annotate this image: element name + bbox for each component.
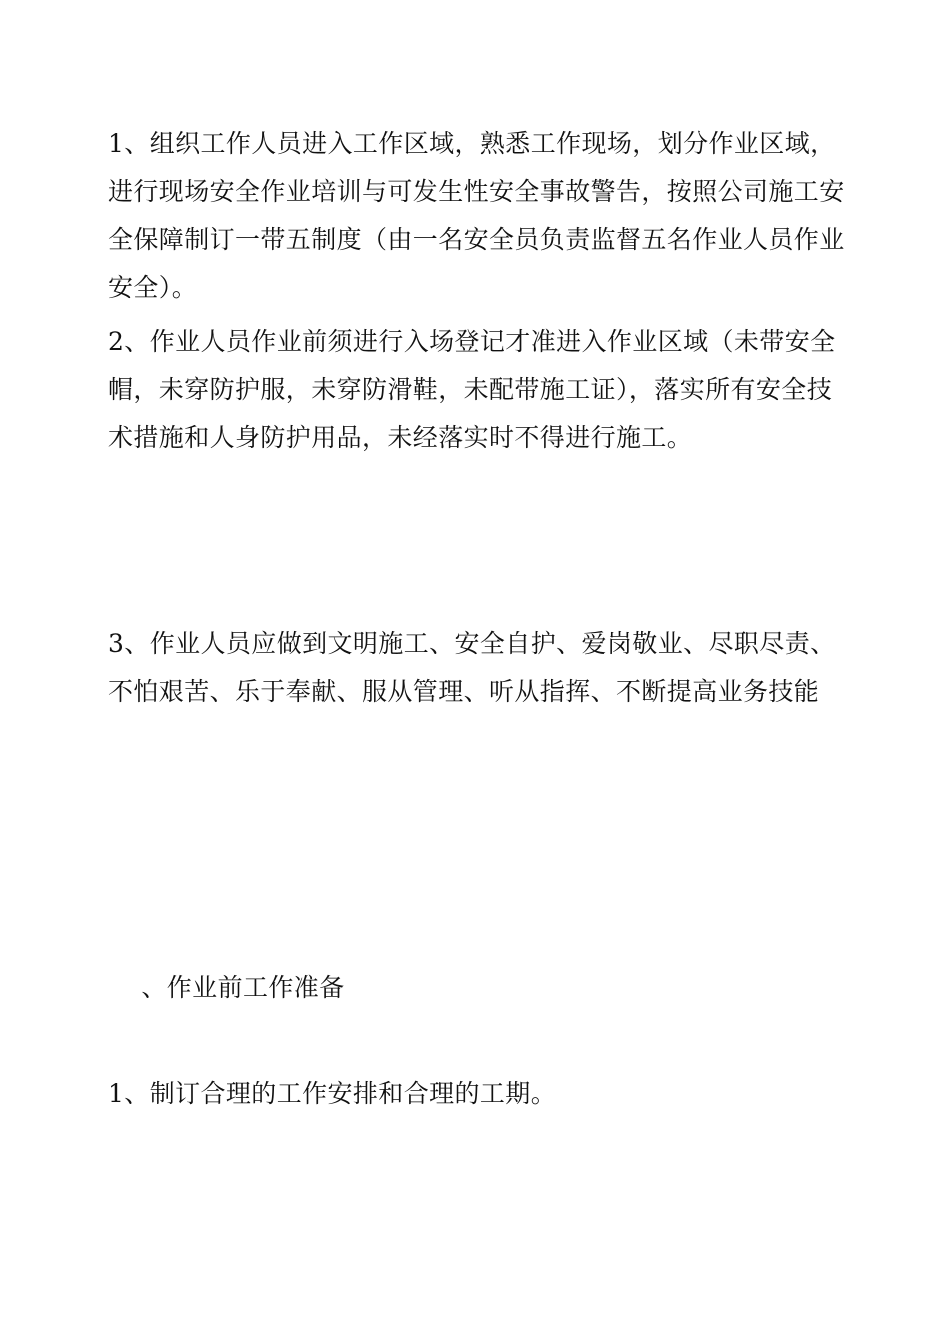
text-line: 术措施和人身防护用品，未经落实时不得进行施工。 — [108, 423, 693, 452]
text-line: 1、制订合理的工作安排和合理的工期。 — [108, 1079, 557, 1108]
text-line: 全保障制订一带五制度（由一名安全员负责监督五名作业人员作业 — [108, 225, 845, 254]
text-line: 3、作业人员应做到文明施工、安全自护、爱岗敬业、尽职尽责、 — [108, 629, 836, 658]
text-line: 1、组织工作人员进入工作区域，熟悉工作现场，划分作业区域， — [108, 129, 836, 158]
paragraph-safety-training — [108, 120, 868, 312]
text-line: 安全）。 — [108, 273, 198, 302]
text-line: 进行现场安全作业培训与可发生性安全事故警告，按照公司施工安 — [108, 177, 845, 206]
text-line: 帽，未穿防护服，未穿防滑鞋，未配带施工证），落实所有安全技 — [108, 375, 833, 404]
paragraph-entry-registration — [108, 318, 868, 462]
paragraph-conduct-requirements — [108, 620, 868, 716]
heading-text: 、作业前工作准备 — [108, 973, 345, 1002]
paragraph-work-schedule — [108, 1070, 868, 1118]
text-line: 不怕艰苦、乐于奉献、服从管理、听从指挥、不断提高业务技能 — [108, 677, 820, 706]
text-line: 2、作业人员作业前须进行入场登记才准进入作业区域（未带安全 — [108, 327, 836, 356]
